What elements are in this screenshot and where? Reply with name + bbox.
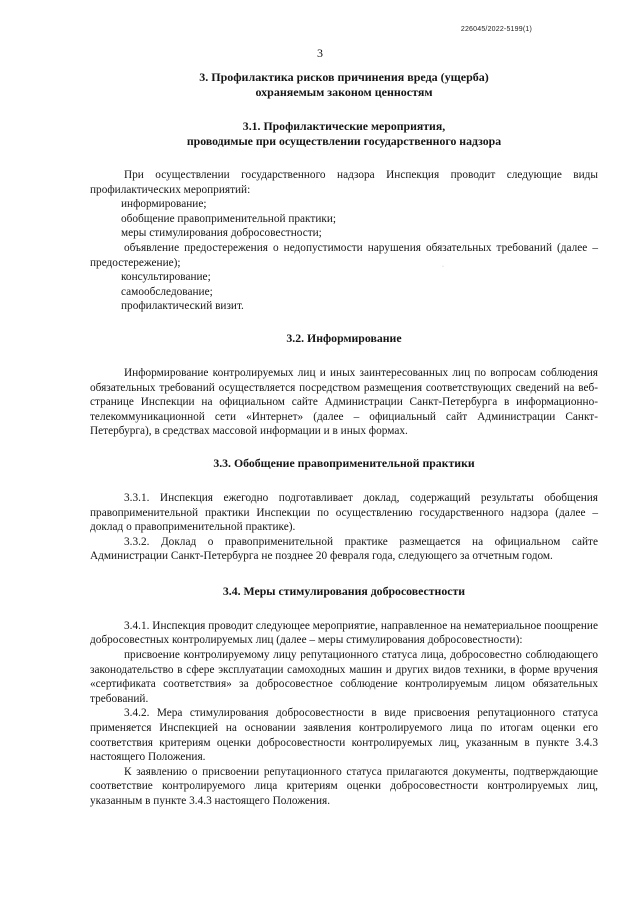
section-3-1-intro: При осуществлении государственного надзора Инспекция проводит следующие виды профилактических мероприятий: (90, 169, 598, 196)
section-3-2-text: Информирование контролируемых лиц и иных заинтересованных лиц по вопросам соблюдения обязательных требований осуществляется посредством размещения соответствующих сведений на веб-странице Инспекции на официальном сайте Администрации Санкт-Петербурга в информационно-телекоммуникационной сети «Интернет» (далее – официальный сайт Администрации Санкт-Петербурга), в средствах массовой информации и в иных формах. (90, 366, 598, 438)
section-3-3-2-text: 3.3.2. Доклад о правоприменительной практике размещается на официальном сайте Администрации Санкт-Петербурга не позднее 20 февраля года, следующего за отчетным годом. (90, 535, 598, 563)
section-3-4-2-documents: К заявлению о присвоении репутационного статуса прилагаются документы, подтверждающие соответствие контролируемого лица критериям оценки добросовестности контролируемых лиц, указанным в пункте 3.4.3 настоящего Положения. (90, 765, 598, 807)
list-item: обобщение правоприменительной практики; (121, 212, 337, 225)
prevention-measures-list (90, 197, 598, 314)
section-3-2-title: 3.2. Информирование (286, 330, 402, 345)
section-3-3-title: 3.3. Обобщение правоприменительной практики (213, 455, 475, 470)
page-number: 3 (317, 46, 323, 60)
list-item: информирование; (121, 198, 207, 211)
section-3-title: 3. Профилактика рисков причинения вреда (ущерба) охраняемым законом ценностям (199, 70, 489, 99)
list-item: профилактический визит. (121, 300, 244, 313)
list-item: объявление предостережения о недопустимости нарушения обязательных требований (далее – предостережение); (90, 241, 598, 269)
list-item: самообследование; (121, 285, 213, 298)
section-3-4-1-text: 3.4.1. Инспекция проводит следующее мероприятие, направленное на нематериальное поощрение добросовестных контролируемых лиц (далее – меры стимулирования добросовестности): (90, 619, 598, 647)
list-item: консультирование; (121, 271, 211, 284)
section-3-1-title: 3.1. Профилактические мероприятия, проводимые при осуществлении государственного надзора (186, 119, 502, 148)
section-3-3-1-text: 3.3.1. Инспекция ежегодно подготавливает доклад, содержащий результаты обобщения правоприменительной практики Инспекции по осуществлению государственного надзора (далее – доклад о правоприменительной практике). (90, 491, 598, 534)
document-body (90, 70, 598, 809)
section-3-4-title: 3.4. Меры стимулирования добросовестности (222, 583, 466, 598)
document-id-stamp: 226045/2022-5199(1) (460, 26, 532, 33)
section-3-4-2-text: 3.4.2. Мера стимулирования добросовестности в виде присвоения репутационного статуса применяется Инспекцией на основании заявления контролируемого лица по итогам оценки его соответствия критериям оценки добросовестности контролируемых лиц, указанным в пункте 3.4.3 настоящего Положения. (90, 707, 598, 764)
section-3-4-1-measure: присвоение контролируемому лицу репутационного статуса лица, добросовестно соблюдающего законодательство в сфере эксплуатации самоходных машин и других видов техники, в форме вручения «сертификата соответствия» за добросовестное соблюдение контролируемым лицом обязательных требований. (90, 649, 598, 705)
scan-speck: · (442, 264, 444, 270)
list-item: меры стимулирования добросовестности; (121, 227, 322, 240)
